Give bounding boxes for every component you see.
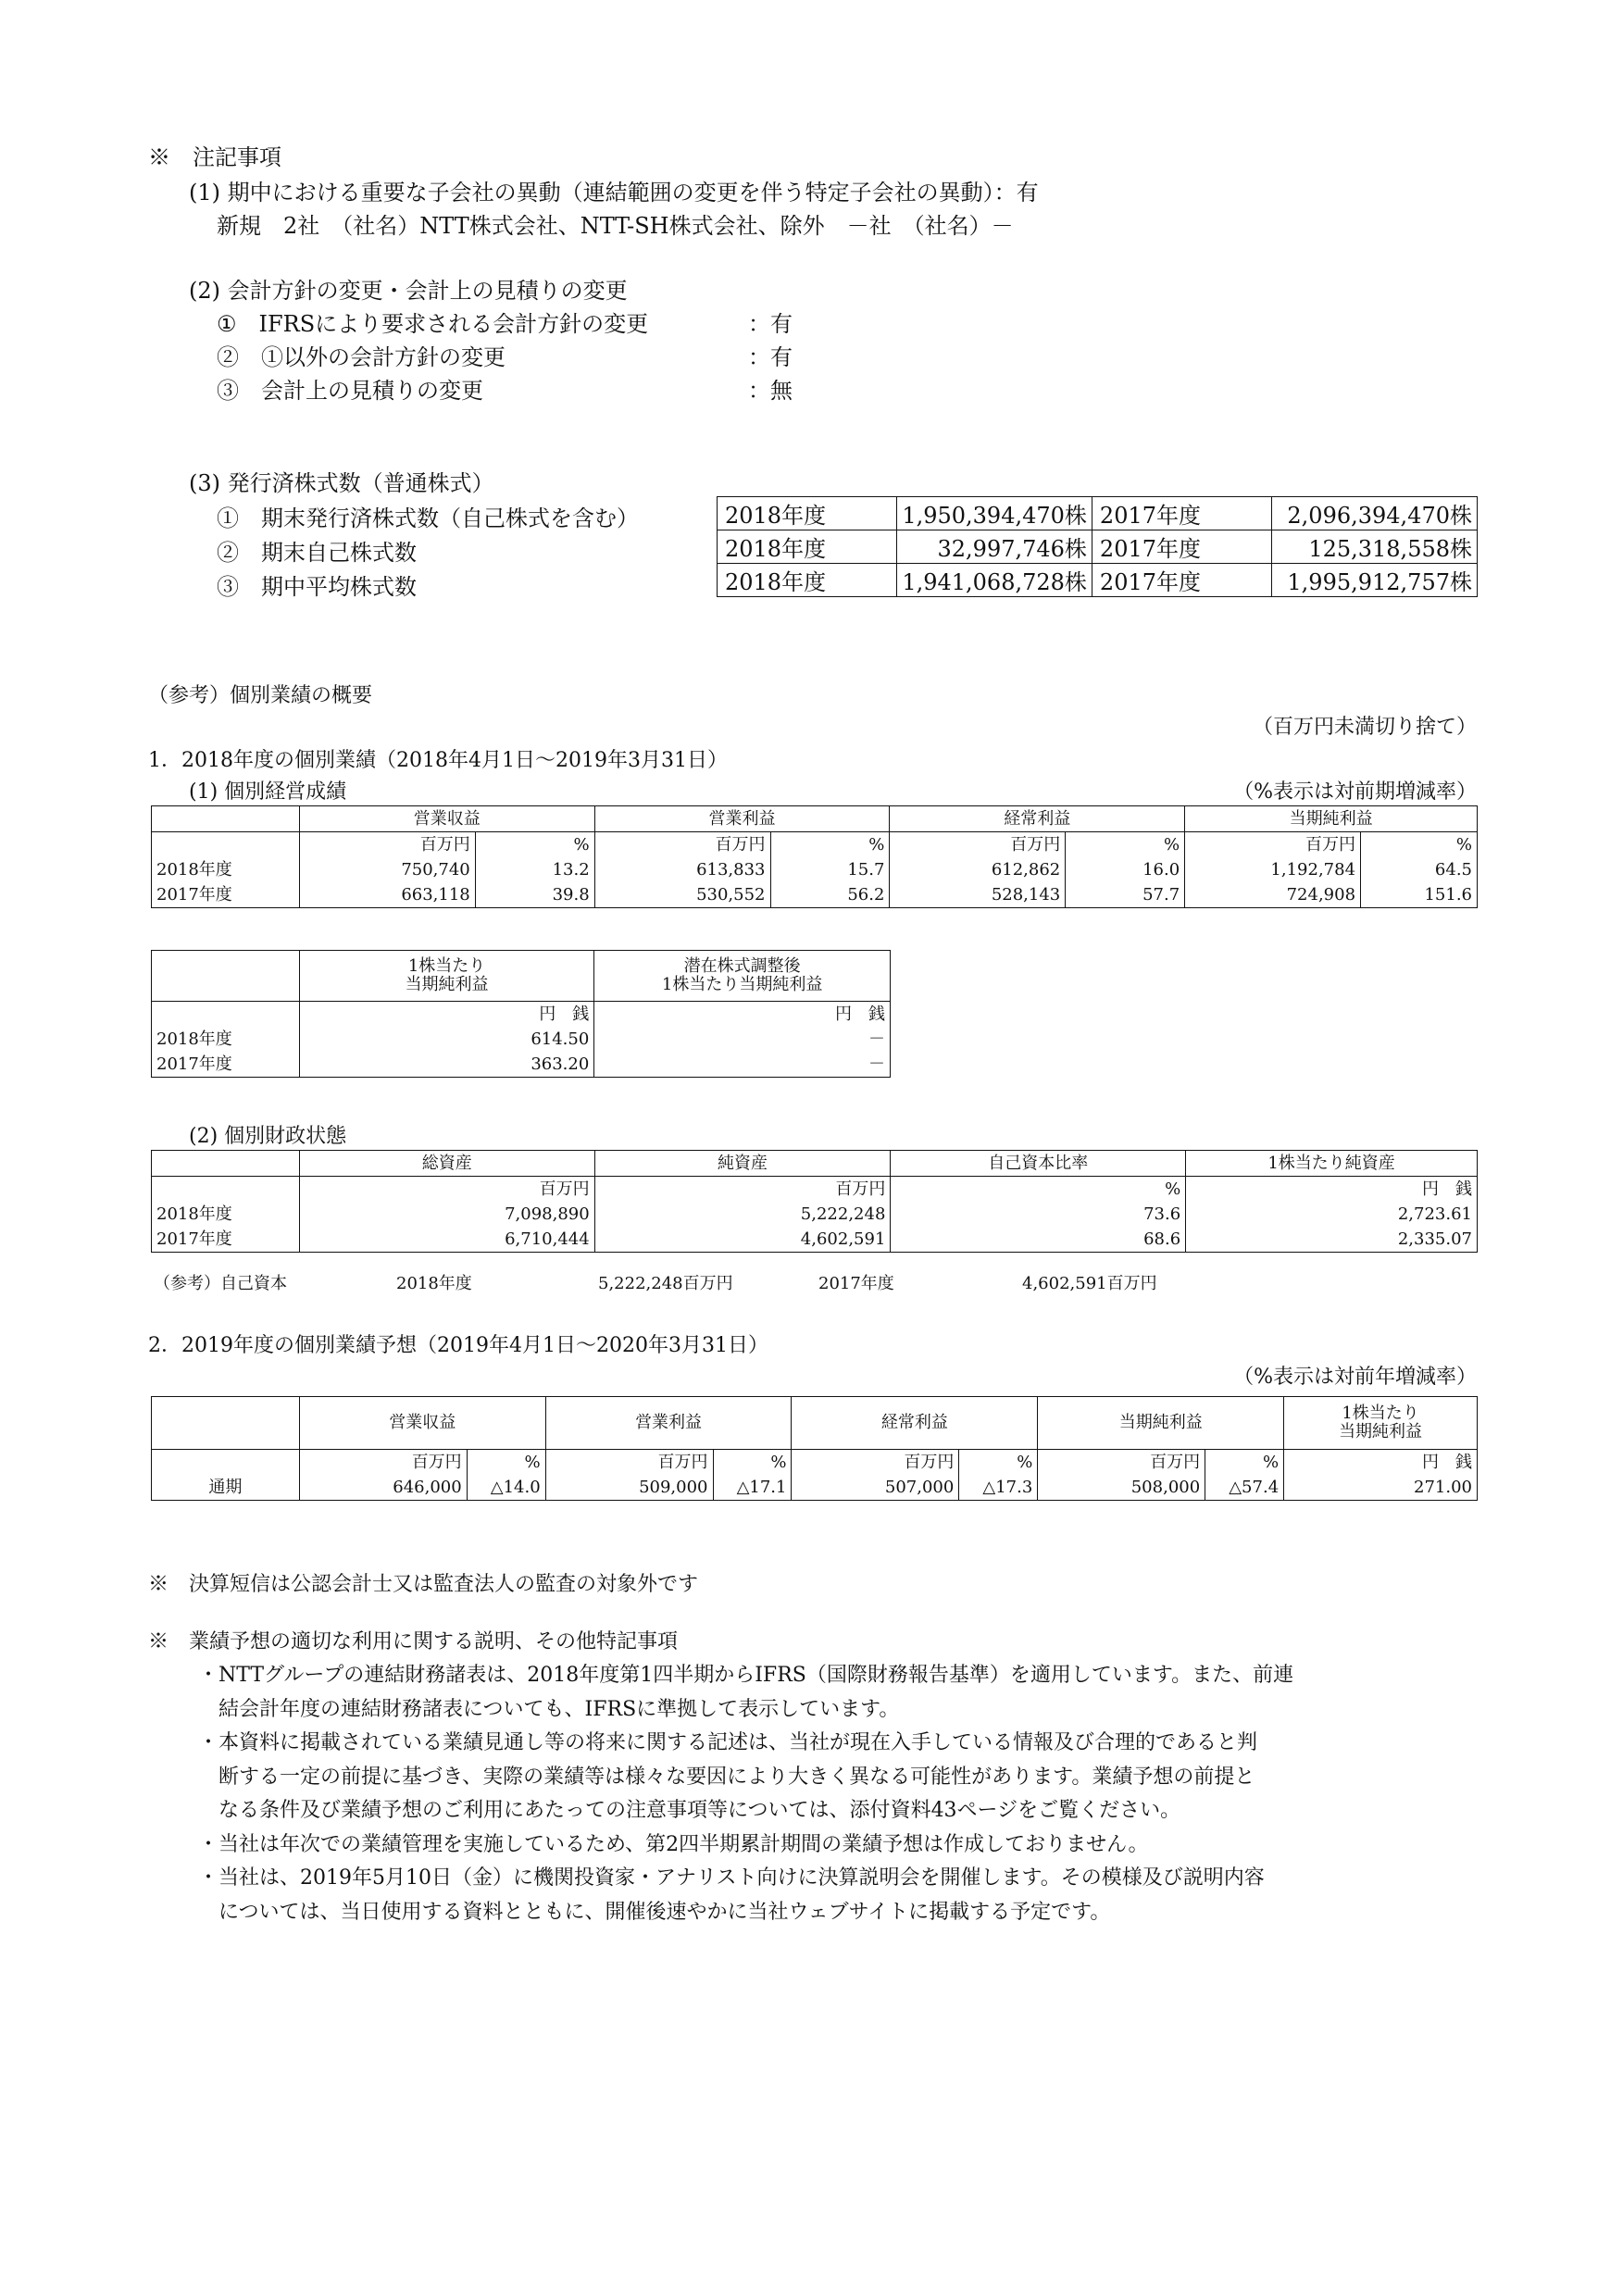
shares-value-prior: 125,318,558株 bbox=[1272, 530, 1478, 564]
note2-row-3-label: ③ 会計上の見積りの変更 bbox=[217, 378, 483, 404]
shares-year-current: 2018年度 bbox=[718, 564, 897, 597]
section1-sub2: (2) 個別財政状態 bbox=[189, 1125, 347, 1148]
cell: △17.1 bbox=[713, 1475, 792, 1501]
cell: 509,000 bbox=[545, 1475, 713, 1501]
cell: 16.0 bbox=[1066, 857, 1185, 882]
bullet-line: ・NTTグループの連結財務諸表は、2018年度第1四半期からIFRS（国際財務報告基準）を適用しています。また、前連 bbox=[198, 1664, 1294, 1687]
cell: 2,723.61 bbox=[1186, 1202, 1478, 1227]
cell: 724,908 bbox=[1185, 882, 1361, 908]
unit-label: 円 銭 bbox=[299, 1002, 593, 1028]
note3-row-3-label: ③ 期中平均株式数 bbox=[217, 574, 417, 600]
forecast-header-eps-line2: 当期純利益 bbox=[1339, 1422, 1423, 1441]
equity-ref-value-current: 5,222,248百万円 bbox=[598, 1274, 733, 1293]
bullet-line: ・当社は、2019年5月10日（金）に機関投資家・アナリスト向けに決算説明会を開催します。その模様及び説明内容 bbox=[198, 1866, 1265, 1890]
equity-ref-value-prior: 4,602,591百万円 bbox=[1022, 1274, 1157, 1293]
pct-label: % bbox=[1205, 1450, 1284, 1476]
bullet-line: ・本資料に掲載されている業績見通し等の将来に関する記述は、当社が現在入手している情報及び合理的であると判 bbox=[198, 1731, 1258, 1754]
pct-label: % bbox=[467, 1450, 545, 1476]
finance-header-equity-ratio: 自己資本比率 bbox=[891, 1151, 1186, 1177]
eps-header-basic-line1: 1株当たり bbox=[407, 956, 486, 977]
shares-row bbox=[718, 564, 1478, 597]
results-header-revenue: 営業収益 bbox=[299, 806, 594, 832]
shares-value-prior: 1,995,912,757株 bbox=[1272, 564, 1478, 597]
section2-note: （%表示は対前年増減率） bbox=[1233, 1366, 1477, 1389]
table-row bbox=[152, 1202, 1478, 1227]
cell: 57.7 bbox=[1066, 882, 1185, 908]
forecast-header-revenue: 営業収益 bbox=[299, 1397, 545, 1450]
cell: 151.6 bbox=[1361, 882, 1478, 908]
note2-row-3-value: ：無 bbox=[748, 378, 793, 404]
unit-label: 円 銭 bbox=[1186, 1177, 1478, 1203]
cell: 646,000 bbox=[299, 1475, 467, 1501]
finance-header-row bbox=[152, 1151, 1478, 1177]
unit-label: 百万円 bbox=[299, 1177, 594, 1203]
table-row bbox=[152, 1475, 1478, 1501]
equity-ref-label: （参考）自己資本 bbox=[154, 1274, 287, 1293]
forecast-header-operating-income: 営業利益 bbox=[545, 1397, 792, 1450]
cell: － bbox=[594, 1052, 891, 1078]
results-unit-row bbox=[152, 832, 1478, 858]
shares-value-prior: 2,096,394,470株 bbox=[1272, 497, 1478, 530]
finance-corner bbox=[152, 1151, 300, 1177]
bullet-line: については、当日使用する資料とともに、開催後速やかに当社ウェブサイトに掲載する予定です。 bbox=[218, 1900, 1111, 1924]
finance-unit-blank bbox=[152, 1177, 300, 1203]
cell: 508,000 bbox=[1038, 1475, 1205, 1501]
unit-label: % bbox=[891, 1177, 1186, 1203]
cell: 528,143 bbox=[890, 882, 1066, 908]
cell: 13.2 bbox=[475, 857, 594, 882]
note2-row-2-value: ：有 bbox=[748, 344, 793, 370]
shares-year-current: 2018年度 bbox=[718, 497, 897, 530]
cell: 530,552 bbox=[594, 882, 770, 908]
table-row bbox=[152, 882, 1478, 908]
cell: 271.00 bbox=[1284, 1475, 1478, 1501]
results-header-row bbox=[152, 806, 1478, 832]
unit-label: 百万円 bbox=[594, 832, 770, 858]
forecast-header-row bbox=[152, 1397, 1478, 1450]
pct-label: % bbox=[713, 1450, 792, 1476]
finance-table bbox=[151, 1150, 1478, 1253]
eps-corner bbox=[152, 951, 300, 1002]
pct-label: % bbox=[959, 1450, 1038, 1476]
forecast-unit-row bbox=[152, 1450, 1478, 1476]
cell: 6,710,444 bbox=[299, 1227, 594, 1253]
note1-detail: 新規 2社 （社名）NTT株式会社、NTT-SH株式会社、除外 －社 （社名）－ bbox=[217, 213, 1014, 239]
rounding-note: （百万円未満切り捨て） bbox=[1252, 716, 1477, 739]
section1-title: 1．2018年度の個別業績（2018年4月1日～2019年3月31日） bbox=[148, 749, 728, 772]
cell: 750,740 bbox=[299, 857, 475, 882]
forecast-header-net-income: 当期純利益 bbox=[1038, 1397, 1284, 1450]
section1-sub1: (1) 個別経営成績 bbox=[189, 780, 347, 804]
table-row bbox=[152, 1052, 891, 1078]
table-row bbox=[152, 857, 1478, 882]
table-row bbox=[152, 1027, 891, 1052]
shares-year-prior: 2017年度 bbox=[1092, 497, 1271, 530]
eps-header-diluted-line2: 1株当たり当期純利益 bbox=[661, 975, 823, 994]
cell: 5,222,248 bbox=[594, 1202, 891, 1227]
cell: 64.5 bbox=[1361, 857, 1478, 882]
cell: 663,118 bbox=[299, 882, 475, 908]
eps-header-diluted-line1: 潜在株式調整後 bbox=[683, 956, 801, 977]
note1-title: (1) 期中における重要な子会社の異動（連結範囲の変更を伴う特定子会社の異動）：有 bbox=[189, 180, 1039, 206]
forecast-header-ordinary-income: 経常利益 bbox=[792, 1397, 1038, 1450]
audit-note: ※ 決算短信は公認会計士又は監査法人の監査の対象外です bbox=[148, 1573, 699, 1596]
note3-row-2-label: ② 期末自己株式数 bbox=[217, 540, 417, 566]
shares-year-current: 2018年度 bbox=[718, 530, 897, 564]
eps-unit-row bbox=[152, 1002, 891, 1028]
equity-ref-year-prior: 2017年度 bbox=[818, 1274, 894, 1293]
row-year: 2017年度 bbox=[152, 1052, 300, 1078]
results-header-operating-income: 営業利益 bbox=[594, 806, 890, 832]
forecast-notes-title: ※ 業績予想の適切な利用に関する説明、その他特記事項 bbox=[148, 1630, 679, 1653]
forecast-header-eps-line1: 1株当たり bbox=[1342, 1404, 1419, 1424]
bullet-line: なる条件及び業績予想のご利用にあたっての注意事項等については、添付資料43ページをご覧ください。 bbox=[218, 1799, 1181, 1822]
cell: 56.2 bbox=[770, 882, 890, 908]
forecast-unit-blank bbox=[152, 1450, 300, 1476]
reference-title: （参考）個別業績の概要 bbox=[148, 684, 373, 707]
unit-label: 百万円 bbox=[545, 1450, 713, 1476]
cell: 1,192,784 bbox=[1185, 857, 1361, 882]
cell: 73.6 bbox=[891, 1202, 1186, 1227]
bullet-line: ・当社は年次での業績管理を実施しているため、第2四半期累計期間の業績予想は作成しておりません。 bbox=[198, 1832, 1149, 1856]
pct-label: % bbox=[475, 832, 594, 858]
row-year: 2018年度 bbox=[152, 1202, 300, 1227]
shares-value-current: 1,941,068,728株 bbox=[897, 564, 1092, 597]
cell: 613,833 bbox=[594, 857, 770, 882]
finance-header-bps: 1株当たり純資産 bbox=[1186, 1151, 1478, 1177]
cell: 4,602,591 bbox=[594, 1227, 891, 1253]
pct-label: % bbox=[1361, 832, 1478, 858]
note2-title: (2) 会計方針の変更・会計上の見積りの変更 bbox=[189, 278, 628, 304]
eps-header-row bbox=[152, 951, 891, 1002]
shares-row bbox=[718, 530, 1478, 564]
section2-title: 2．2019年度の個別業績予想（2019年4月1日～2020年3月31日） bbox=[148, 1334, 768, 1357]
results-unit-blank bbox=[152, 832, 300, 858]
shares-year-prior: 2017年度 bbox=[1092, 530, 1271, 564]
note2-row-1-value: ：有 bbox=[748, 311, 793, 337]
finance-unit-row bbox=[152, 1177, 1478, 1203]
row-year: 2017年度 bbox=[152, 1227, 300, 1253]
eps-table bbox=[151, 950, 891, 1078]
equity-ref-year-current: 2018年度 bbox=[396, 1274, 472, 1293]
note2-row-2-label: ② ①以外の会計方針の変更 bbox=[217, 344, 506, 370]
unit-label: 百万円 bbox=[1038, 1450, 1205, 1476]
note2-row-1-label: ① IFRSにより要求される会計方針の変更 bbox=[217, 311, 649, 337]
eps-header-diluted bbox=[594, 951, 891, 1002]
unit-label: 百万円 bbox=[299, 1450, 467, 1476]
pct-label: % bbox=[770, 832, 890, 858]
cell: △17.3 bbox=[959, 1475, 1038, 1501]
row-year: 2018年度 bbox=[152, 1027, 300, 1052]
finance-header-net-assets: 純資産 bbox=[594, 1151, 891, 1177]
bullet-line: 結会計年度の連結財務諸表についても、IFRSに準拠して表示しています。 bbox=[218, 1697, 900, 1721]
note3-title: (3) 発行済株式数（普通株式） bbox=[189, 470, 494, 496]
results-header-ordinary-income: 経常利益 bbox=[890, 806, 1185, 832]
forecast-corner bbox=[152, 1397, 300, 1450]
unit-label: 百万円 bbox=[299, 832, 475, 858]
results-corner bbox=[152, 806, 300, 832]
cell: 15.7 bbox=[770, 857, 890, 882]
row-year: 2017年度 bbox=[152, 882, 300, 908]
shares-value-current: 1,950,394,470株 bbox=[897, 497, 1092, 530]
cell: 7,098,890 bbox=[299, 1202, 594, 1227]
results-table bbox=[151, 805, 1478, 908]
forecast-header-eps bbox=[1284, 1397, 1478, 1450]
unit-label: 百万円 bbox=[792, 1450, 959, 1476]
cell: 614.50 bbox=[299, 1027, 593, 1052]
shares-value-current: 32,997,746株 bbox=[897, 530, 1092, 564]
bullet-line: 断する一定の前提に基づき、実際の業績等は様々な要因により大きく異なる可能性があります。業績予想の前提と bbox=[218, 1765, 1255, 1789]
finance-header-total-assets: 総資産 bbox=[299, 1151, 594, 1177]
shares-year-prior: 2017年度 bbox=[1092, 564, 1271, 597]
row-label: 通期 bbox=[152, 1475, 300, 1501]
eps-unit-blank bbox=[152, 1002, 300, 1028]
pct-label: % bbox=[1066, 832, 1185, 858]
row-year: 2018年度 bbox=[152, 857, 300, 882]
unit-label: 百万円 bbox=[890, 832, 1066, 858]
cell: △57.4 bbox=[1205, 1475, 1284, 1501]
note3-row-1-label: ① 期末発行済株式数（自己株式を含む） bbox=[217, 505, 639, 531]
cell: 612,862 bbox=[890, 857, 1066, 882]
section1-sub1-note: （%表示は対前期増減率） bbox=[1233, 780, 1477, 804]
unit-label: 百万円 bbox=[594, 1177, 891, 1203]
table-row bbox=[152, 1227, 1478, 1253]
shares-table bbox=[717, 496, 1478, 597]
forecast-notes-bullets bbox=[198, 1659, 1293, 1929]
cell: 507,000 bbox=[792, 1475, 959, 1501]
cell: 2,335.07 bbox=[1186, 1227, 1478, 1253]
yen-label: 円 銭 bbox=[1284, 1450, 1478, 1476]
eps-header-basic-line2: 当期純利益 bbox=[405, 975, 489, 994]
notes-header: ※ 注記事項 bbox=[148, 144, 281, 170]
cell: 68.6 bbox=[891, 1227, 1186, 1253]
shares-row bbox=[718, 497, 1478, 530]
unit-label: 円 銭 bbox=[594, 1002, 891, 1028]
cell: － bbox=[594, 1027, 891, 1052]
cell: 39.8 bbox=[475, 882, 594, 908]
cell: △14.0 bbox=[467, 1475, 545, 1501]
unit-label: 百万円 bbox=[1185, 832, 1361, 858]
forecast-table bbox=[151, 1396, 1478, 1501]
eps-header-basic bbox=[299, 951, 593, 1002]
cell: 363.20 bbox=[299, 1052, 593, 1078]
results-header-net-income: 当期純利益 bbox=[1185, 806, 1478, 832]
